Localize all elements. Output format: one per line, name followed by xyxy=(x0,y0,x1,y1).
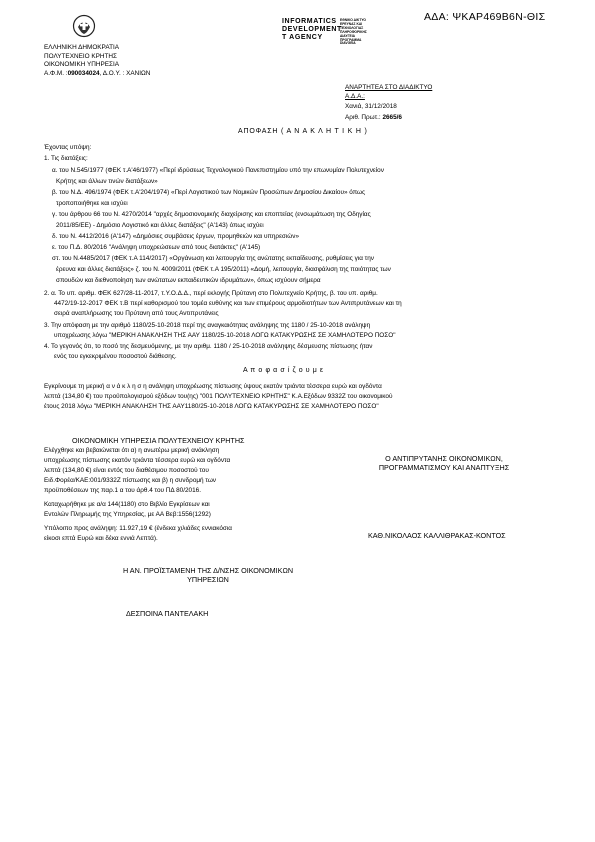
verification-line: λεπτά (134,80 €) είναι εντός του διαθέσιμου ποσοστού του xyxy=(44,467,209,474)
posting-title: ΑΝΑΡΤΗΤΕΑ ΣΤΟ ΔΙΑΔΙΚΤΥΟ xyxy=(345,84,433,91)
logo-line-1: INFORMATICS xyxy=(282,18,337,25)
greek-republic-seal-icon xyxy=(72,14,96,38)
provision-line: στ. του Ν.4485/2017 (ΦΕΚ τ.Α 114/2017) «Οργάνωση και λειτουργία της ανώτατης εκπαίδευσης, ρυθμίσεις για την xyxy=(52,255,374,262)
item-2-line: σειρά αναπλήρωσης του Πρύτανη από τους Αντιπρυτάνεις xyxy=(54,310,219,317)
logo-fine-print: ΕΘΝΙΚΟ ΔΙΚΤΥΟ ΕΡΕΥΝΑΣ ΚΑΙ ΤΕΧΝΟΛΟΓΙΑΣ ΠΛΗΡΟΦΟΡΙΚΗΣ ΔΙΑΥΓΕΙΑ ΠΡΟΓΡΑΜΜΑ DIAVGEIA xyxy=(340,18,367,46)
posting-block xyxy=(345,84,432,122)
header-afm: Α.Φ.Μ. :090034024, Δ.Ο.Υ. : ΧΑΝΙΩΝ xyxy=(44,69,151,77)
item-1: 1. Τις διατάξεις: xyxy=(44,155,88,162)
decision-title: ΑΠΟΦΑΣΗ ( Α Ν Α Κ Λ Η Τ Ι Κ Η ) xyxy=(238,128,368,135)
decide-title: Α π ο φ α σ ί ζ ο υ μ ε xyxy=(243,367,324,374)
finance-verification xyxy=(44,447,232,545)
vice-rector-title-line: ΠΡΟΓΡΑΜΜΑΤΙΣΜΟΥ ΚΑΙ ΑΝΑΠΤΥΞΗΣ xyxy=(378,463,510,472)
provision-line: δ. του Ν. 4412/2016 (Α'147) «Δημόσιες συμβάσεις έργων, προμηθειών και υπηρεσιών» xyxy=(52,233,300,240)
item-2 xyxy=(44,290,402,320)
vice-rector-title xyxy=(352,454,536,472)
provision-line: ε. του Π.Δ. 80/2016 "Ανάληψη υποχρεώσεων από τους διατάκτες" (Α'145) xyxy=(52,244,261,251)
item-2-line: 2. α. Το υπ. αριθμ. ΦΕΚ 627/28-11-2017, τ.Υ.Ο.Δ.Δ., περί εκλογής Πρύτανη στο Πολυτεχνείο Κρήτης, β. του υπ. αριθμ. xyxy=(44,290,378,297)
provision-line: γ. του άρθρου 66 του Ν. 4270/2014 "αρχές δημοσιονομικής διαχείρισης και εποπτείας (ενσωμάτωση της Οδηγίας xyxy=(52,211,371,218)
logo-line-2: DEVELOPMENT xyxy=(282,26,342,33)
provision-line: τροποποιήθηκε και ισχύει xyxy=(56,200,128,207)
posting-ada: Α.Δ.Α.: xyxy=(345,92,365,100)
header-line-2: ΠΟΛΥΤΕΧΝΕΙΟ ΚΡΗΤΗΣ xyxy=(44,52,117,60)
ada-top-label: ΑΔΑ: ΨΚΑΡ469Β6Ν-ΘΙΣ xyxy=(424,11,546,23)
header-line-1: ΕΛΛΗΝΙΚΗ ΔΗΜΟΚΡΑΤΙΑ xyxy=(44,44,120,51)
provision-line: 2011/85/ΕΕ) - Δημόσιο Λογιστικό και άλλες διατάξεις" (Α'143) όπως ισχύει xyxy=(56,222,264,229)
item-3 xyxy=(44,322,395,342)
deputy-head-title-line: ΥΠΗΡΕΣΙΩΝ xyxy=(187,575,229,584)
item-3-line: υποχρέωσης λόγω "ΜΕΡΙΚΗ ΑΝΑΚΛΗΣΗ ΤΗΣ ΑΑΥ 1180/25-10-2018 ΛΟΓΩ ΚΑΤΑΚΥΡΩΣΗΣ ΣΕ ΧΑΜΗΛΟΤΕΡΟ ΠΟΣΟ" xyxy=(54,332,396,339)
provision-line: β. του Ν.Δ. 496/1974 (ΦΕΚ τ.Α'204/1974) «Περί Λογιστικού των Νομικών Προσώπων Δημοσίου Δικαίου» όπως xyxy=(52,189,366,196)
decide-line: έτους 2018 λόγω "ΜΕΡΙΚΗ ΑΝΑΚΛΗΣΗ ΤΗΣ ΑΑΥ1180/25-10-2018 ΛΟΓΩ ΚΑΤΑΚΥΡΩΣΗΣ ΣΕ ΧΑΜΗΛΟΤΕΡΟ ΠΟΣΟ" xyxy=(44,403,379,410)
deputy-head-title xyxy=(98,566,318,584)
provision-line: α. του Ν.545/1977 (ΦΕΚ τ.Α'46/1977) «Περί ιδρύσεως Τεχνολογικού Πανεπιστημίου υπό την επωνυμίαν Πολυτεχνείον xyxy=(52,167,384,174)
deputy-head-name: ΔΕΣΠΟΙΝΑ ΠΑΝΤΕΛΑΚΗ xyxy=(126,609,209,618)
posting-protocol: Αριθ. Πρωτ.: 2665/6 xyxy=(345,113,402,121)
deputy-head-title-line: Η ΑΝ. ΠΡΟΪΣΤΑΜΕΝΗ ΤΗΣ Δ/ΝΣΗΣ ΟΙΚΟΝΟΜΙΚΩΝ xyxy=(122,566,294,575)
vice-rector-title-line: Ο ΑΝΤΙΠΡΥΤΑΝΗΣ ΟΙΚΟΝΟΜΙΚΩΝ, xyxy=(385,454,503,463)
verification-line: προϋποθέσεων της παρ.1 α του άρθ.4 του ΠΔ 80/2016. xyxy=(44,487,201,494)
decide-line: λεπτά (134,80 €) του προϋπολογισμού εξόδων του(ης) "001 ΠΟΛΥΤΕΧΝΕΙΟ ΚΡΗΤΗΣ" Κ.Α.Εξόδων 9332Ζ του οικονομικού xyxy=(44,393,393,400)
provision-line: Κρήτης και άλλων τινών διατάξεων» xyxy=(56,178,158,185)
verification-line: Ειδ.Φορέα/ΚΑΕ:001/9332Ζ πίστωσης και β) η συνδρομή των xyxy=(44,477,216,484)
item-2-line: 4472/19-12-2017 ΦΕΚ τ.Β περί καθορισμού του τομέα ευθύνης και των επιμέρους αρμοδιοτήτων των Αντιπρυτάνεων και τη xyxy=(54,300,402,307)
verification-line: υποχρέωσης πίστωσης εκατόν τριάντα τέσσερα ευρώ και ογδόντα xyxy=(44,457,231,464)
verification-line: Καταχωρήθηκε με α/α 144(1180) στο Βιβλίο Εγκρίσεων και xyxy=(44,501,210,508)
provision-line: έρευνα και άλλες διατάξεις» ζ. του Ν. 4009/2011 (ΦΕΚ τ.Α 195/2011) «Δομή, λειτουργία, διασφάλιση της ποιότητας των xyxy=(56,266,391,273)
header-line-3: ΟΙΚΟΝΟΜΙΚΗ ΥΠΗΡΕΣΙΑ xyxy=(44,61,120,69)
verification-line: Υπόλοιπο προς ανάληψη: 11.927,19 € (ένδεκα χιλιάδες εννιακόσια xyxy=(44,525,232,532)
decide-text xyxy=(44,383,392,413)
having-seen: Έχοντας υπόψη: xyxy=(44,144,92,151)
header-block xyxy=(44,44,150,78)
provision-line: σπουδών και διεθνοποίηση των ανώτατων εκπαιδευτικών ιδρυμάτων», όπως ισχύουν σήμερα xyxy=(56,277,321,284)
posting-date: Χανιά, 31/12/2018 xyxy=(345,103,397,111)
item-3-line: 3. Την απόφαση με την αριθμό 1180/25-10-2018 περί της αναγκαιότητας ανάληψης της 1180 / 25-10-2018 ανάληψη xyxy=(44,322,371,329)
item-4-line: ενός του εγκεκριμένου ποσοστού διάθεσης. xyxy=(54,353,177,360)
vice-rector-name: ΚΑΘ.ΝΙΚΟΛΑΟΣ ΚΑΛΛΙΘΡΑΚΑΣ-ΚΟΝΤΟΣ xyxy=(368,531,506,540)
diavgeia-logo xyxy=(282,18,367,46)
decide-line: Εγκρίνουμε τη μερική α ν ά κ λ η σ η ανάληψη υποχρέωσης πίστωσης ύψους εκατόν τριάντα τέσσερα ευρώ και ογδόντα xyxy=(44,383,382,390)
provisions-list xyxy=(52,167,391,288)
logo-line-3: T AGENCY xyxy=(282,34,323,41)
item-4 xyxy=(44,343,372,363)
verification-line: είκοσι επτά Ευρώ και δέκα εννιά Λεπτά). xyxy=(44,535,158,542)
verification-line: Ελέγχθηκε και βεβαιώνεται ότι α) η ανωτέρω μερική ανάκληση xyxy=(44,447,220,454)
finance-service-title: ΟΙΚΟΝΟΜΙΚΗ ΥΠΗΡΕΣΙΑ ΠΟΛΥΤΕΧΝΕΙΟΥ ΚΡΗΤΗΣ xyxy=(72,436,245,445)
item-4-line: 4. Το γεγονός ότι, το ποσό της δεσμευόμενης, με την αριθμ. 1180 / 25-10-2018 ανάληψης δέσμευσης πίστωσης ήταν xyxy=(44,343,373,350)
verification-line: Εντολών Πληρωμής της Υπηρεσίας, με ΑΑ Βεβ:1556(1292) xyxy=(44,511,211,518)
